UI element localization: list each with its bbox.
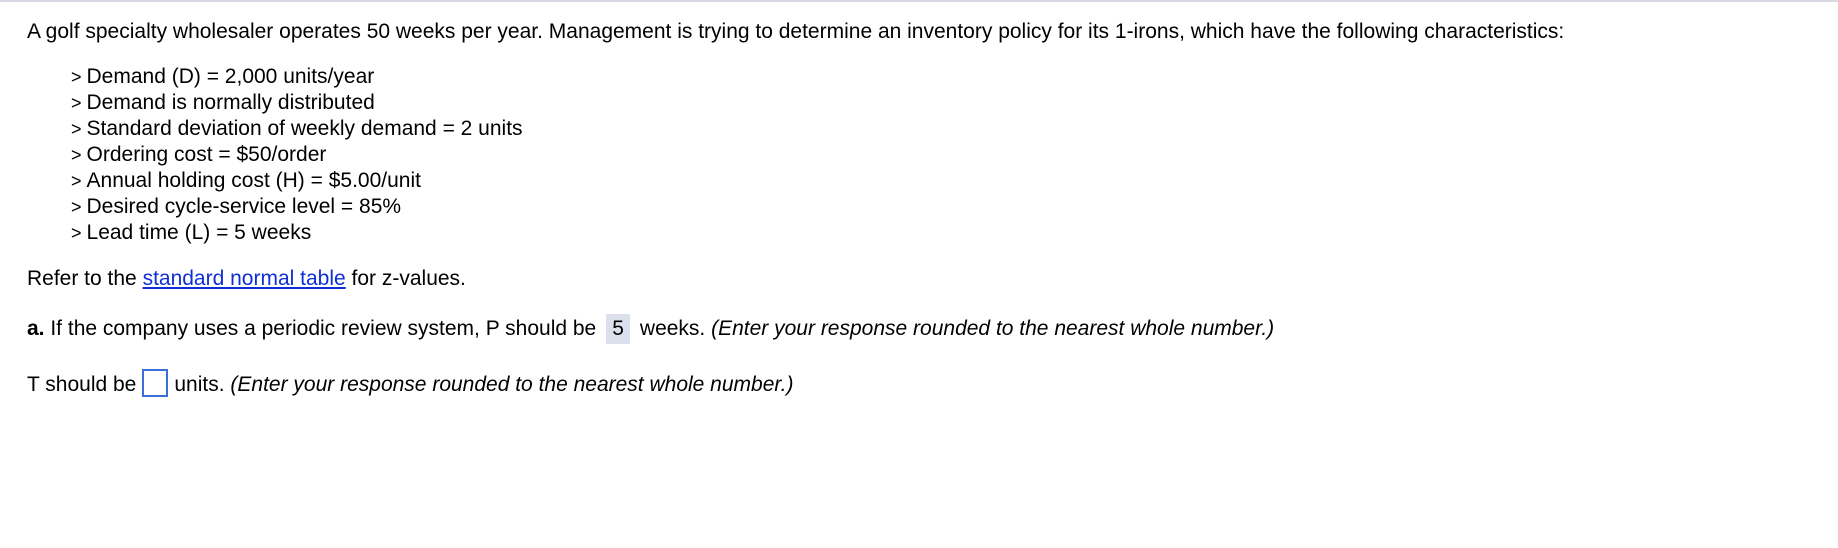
list-item (71, 194, 1817, 220)
refer-suffix: for z-values. (345, 267, 466, 290)
list-item (71, 90, 1817, 116)
bullet-marker: > (71, 197, 82, 217)
refer-prefix: Refer to the (27, 267, 143, 290)
bullet-marker: > (71, 67, 82, 87)
t-answer-input[interactable] (142, 369, 168, 397)
bullet-marker: > (71, 145, 82, 165)
characteristic-text: Desired cycle-service level = 85% (86, 195, 402, 218)
characteristic-text: Demand is normally distributed (86, 91, 375, 114)
characteristic-text: Demand (D) = 2,000 units/year (86, 65, 375, 88)
question-content (27, 18, 1817, 402)
bullet-marker: > (71, 223, 82, 243)
characteristic-text: Standard deviation of weekly demand = 2 units (86, 117, 523, 140)
list-item (71, 220, 1817, 246)
list-item (71, 142, 1817, 168)
part-t-question (27, 368, 1817, 402)
part-a-text: If the company uses a periodic review system, P should be (44, 317, 603, 340)
part-a-label: a. (27, 317, 45, 340)
characteristic-text: Lead time (L) = 5 weeks (86, 221, 312, 244)
standard-normal-table-link[interactable]: standard normal table (142, 267, 346, 290)
characteristic-text: Annual holding cost (H) = $5.00/unit (86, 169, 421, 192)
part-t-hint: (Enter your response rounded to the nearest whole number.) (230, 373, 794, 396)
list-item (71, 64, 1817, 90)
characteristics-list (71, 64, 1817, 246)
bullet-marker: > (71, 93, 82, 113)
bullet-marker: > (71, 171, 82, 191)
part-t-text: T should be (27, 373, 137, 396)
refer-sentence (27, 265, 1817, 292)
problem-intro: A golf specialty wholesaler operates 50 weeks per year. Management is trying to determine an inventory policy for its 1-irons, which have the following characteristics: (27, 20, 1565, 43)
list-item (71, 116, 1817, 142)
part-a-hint: (Enter your response rounded to the nearest whole number.) (711, 317, 1275, 340)
characteristic-text: Ordering cost = $50/order (86, 143, 327, 166)
bullet-marker: > (71, 119, 82, 139)
part-a-text-after: weeks. (634, 317, 712, 340)
part-t-text-after: units. (174, 373, 231, 396)
part-a-question (27, 314, 1817, 344)
top-divider (0, 0, 1838, 2)
p-answer-field[interactable]: 5 (606, 314, 630, 344)
list-item (71, 168, 1817, 194)
